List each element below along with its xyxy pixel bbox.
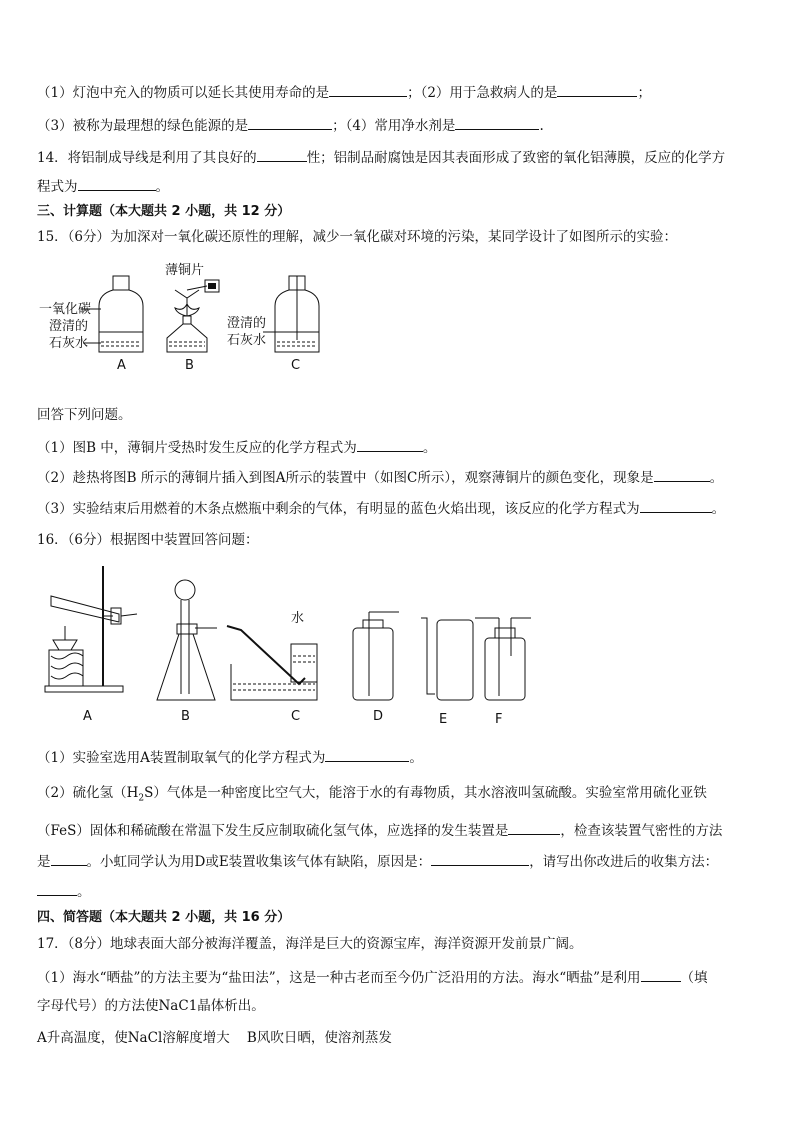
answer-blank[interactable]: [455, 116, 539, 130]
q13-line1: （1）灯泡中充入的物质可以延长其使用寿命的是 ；（2）用于急救病人的是 ；: [37, 85, 651, 101]
q16-sub2-line3: 是 。小虹同学认为用D或E装置收集该气体有缺陷，原因是： ，请写出你改进后的收集方法：: [37, 854, 719, 870]
section-heading: 三、计算题（本大题共 2 小题，共 12 分）: [37, 204, 291, 219]
answer-blank[interactable]: [508, 821, 560, 835]
label-lime: 石灰水: [49, 336, 89, 351]
label-d: D: [373, 709, 384, 724]
q17-sub1-line2: 字母代号）的方法使NaC1晶体析出。: [37, 998, 265, 1014]
answer-blank[interactable]: [641, 968, 681, 982]
label-water: 水: [291, 611, 305, 626]
q15-figure: [37, 256, 337, 376]
answer-blank[interactable]: [357, 438, 423, 452]
section-heading: 四、简答题（本大题共 2 小题，共 16 分）: [37, 910, 291, 925]
label-b: B: [185, 358, 194, 373]
q15-sub3: （3）实验结束后用燃着的木条点燃瓶中剩余的气体，有明显的蓝色火焰出现，该反应的化学方程式为 。: [37, 501, 726, 517]
q15-sub2: （2）趁热将图B 所示的薄铜片插入到图A所示的装置中（如图C所示），观察薄铜片的颜色变化，现象是 。: [37, 470, 724, 486]
answer-blank[interactable]: [654, 468, 710, 482]
answer-blank[interactable]: [431, 852, 529, 866]
answer-blank[interactable]: [640, 499, 712, 513]
label-b: B: [181, 709, 190, 724]
q16-sub1: （1）实验室选用A装置制取氧气的化学方程式为 。: [37, 750, 423, 766]
q15-stem: 15．（6分）为加深对一氧化碳还原性的理解，减少一氧化碳对环境的污染，某同学设计了如图所示的实验：: [37, 229, 678, 245]
q16-figure: [37, 560, 557, 730]
label-lime: 石灰水: [227, 333, 267, 348]
answer-blank[interactable]: [51, 852, 87, 866]
q16-sub2-line2: （FeS）固体和稀硫酸在常温下发生反应制取硫化氢气体，应选择的发生装置是 ，检查该装置气密性的方法: [37, 823, 723, 839]
q14-line2: 程式为 。: [37, 179, 169, 195]
label-co: 一氧化碳: [39, 302, 92, 317]
answer-blank[interactable]: [557, 83, 637, 97]
q17-stem: 17．（8分）地球表面大部分被海洋覆盖，海洋是巨大的资源宝库，海洋资源开发前景广阔。: [37, 936, 583, 952]
label-copper: 薄铜片: [165, 263, 205, 278]
q17-options: A升高温度，使NaCl溶解度增大 B风吹日晒，使溶剂蒸发: [37, 1030, 392, 1046]
label-lime: 澄清的: [49, 319, 89, 334]
q17-sub1-line1: （1）海水“晒盐”的方法主要为“盐田法”，这是一种古老而至今仍广泛沿用的方法。海水“晒盐”是利用 （填: [37, 970, 708, 986]
label-a: A: [83, 709, 92, 724]
label-e: E: [439, 712, 448, 727]
answer-blank[interactable]: [78, 177, 156, 191]
q15-prompt: 回答下列问题。: [37, 407, 132, 423]
answer-blank[interactable]: [329, 83, 407, 97]
label-a: A: [117, 358, 126, 373]
q16-sub2-line4: 。: [37, 882, 91, 901]
q13-line2: （3）被称为最理想的绿色能源的是 ；（4）常用净水剂是 .: [37, 118, 544, 134]
answer-blank[interactable]: [257, 148, 307, 162]
q15-sub1: （1）图B 中，薄铜片受热时发生反应的化学方程式为 。: [37, 440, 437, 456]
q16-sub2-line1: （2）硫化氢$(H_2S)$气体是一种密度比空气大，能溶于水的有毒物质，其水溶液叫氢硫酸。实验室常用硫化亚铁: [37, 785, 707, 804]
q16-stem: 16．（6分）根据图中装置回答问题：: [37, 532, 259, 548]
label-lime: 澄清的: [227, 316, 267, 331]
label-c: C: [291, 709, 301, 724]
answer-blank[interactable]: [37, 882, 77, 896]
answer-blank[interactable]: [248, 116, 332, 130]
label-f: F: [495, 712, 503, 727]
q14-line1: 14．将铝制成导线是利用了其良好的 性；铝制品耐腐蚀是因其表面形成了致密的氧化铝薄膜，反应的化学方: [37, 150, 726, 166]
label-c: C: [291, 358, 301, 373]
answer-blank[interactable]: [325, 748, 409, 762]
